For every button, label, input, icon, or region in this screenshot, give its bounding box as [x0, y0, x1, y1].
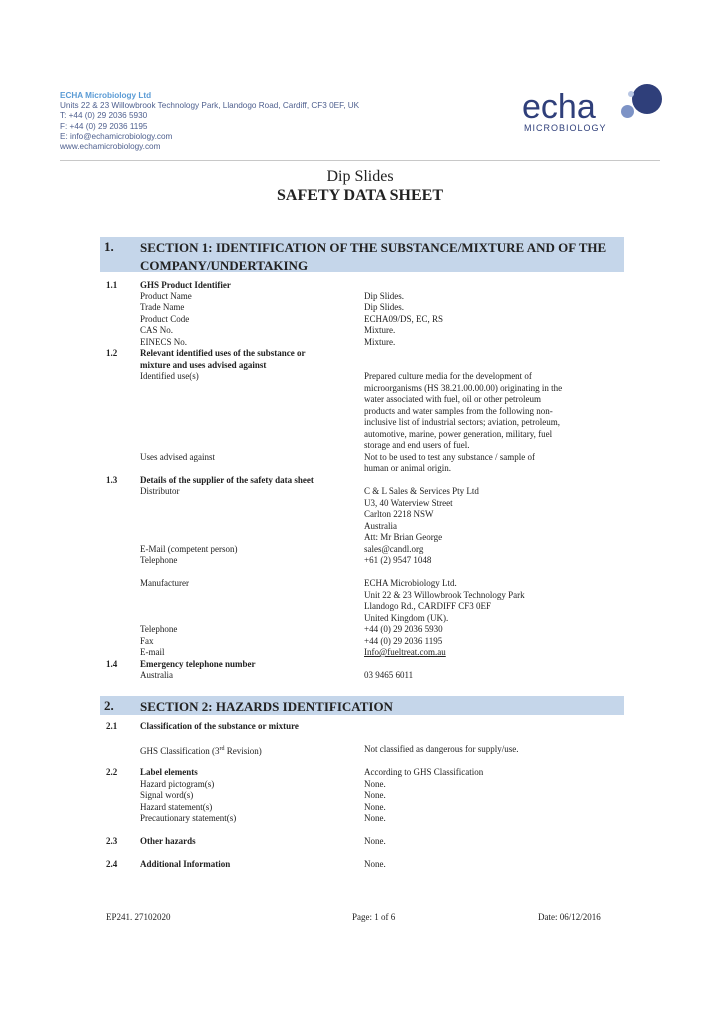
- document-subtitle: SAFETY DATA SHEET: [277, 187, 443, 204]
- field-value: sales@candl.org: [364, 544, 424, 554]
- subsection-number: 2.2: [106, 767, 118, 777]
- field-value: Dip Slides.: [364, 291, 405, 301]
- section-1-header: [100, 237, 624, 272]
- field-value: None.: [364, 779, 386, 789]
- subsection-heading: Emergency telephone number: [140, 659, 256, 669]
- subsection-number: 1.1: [106, 280, 118, 290]
- field-label: Australia: [140, 670, 173, 680]
- field-label: EINECS No.: [140, 337, 187, 347]
- field-value: +44 (0) 29 2036 1195: [364, 636, 443, 646]
- subsection-number: 2.1: [106, 721, 118, 731]
- field-label: Uses advised against: [140, 452, 215, 462]
- section-2-header: [100, 696, 624, 715]
- field-value: Dip Slides.: [364, 302, 405, 312]
- field-label-superscript: rd: [219, 746, 225, 752]
- document-title: Dip Slides: [326, 168, 394, 185]
- subsection-heading: GHS Product Identifier: [140, 280, 231, 290]
- subsection-heading: Classification of the substance or mixture: [140, 721, 299, 731]
- field-value: None.: [364, 836, 386, 846]
- field-label: E-mail: [140, 647, 165, 657]
- field-label: Distributor: [140, 486, 180, 496]
- field-value: +44 (0) 29 2036 5930: [364, 624, 443, 634]
- field-label: Fax: [140, 636, 154, 646]
- subsection-number: 1.3: [106, 475, 118, 485]
- field-value: Att: Mr Brian George: [364, 532, 443, 542]
- field-value: +61 (2) 9547 1048: [364, 555, 432, 565]
- footer-page-number: Page: 1 of 6: [352, 912, 396, 922]
- footer-reference: EP241. 27102020: [106, 912, 171, 922]
- subsection-heading: mixture and uses advised against: [140, 360, 267, 370]
- company-name: ECHA Microbiology Ltd: [60, 91, 152, 100]
- field-label-text: Revision): [224, 746, 262, 756]
- subsection-number: 2.4: [106, 859, 118, 869]
- field-label: Manufacturer: [140, 578, 189, 588]
- field-value: water associated with fuel, oil or other petroleum: [364, 394, 541, 404]
- logo-dot-small: [628, 91, 634, 97]
- field-label: Hazard pictogram(s): [140, 779, 215, 789]
- field-value: storage and end users of fuel.: [364, 440, 470, 450]
- field-label: Trade Name: [140, 302, 185, 312]
- company-header: [60, 91, 359, 152]
- manufacturer-email-link[interactable]: Info@fueltreat.com.au: [364, 647, 446, 657]
- subsection-heading: Details of the supplier of the safety data sheet: [140, 475, 314, 485]
- field-value: Llandogo Rd., CARDIFF CF3 0EF: [364, 601, 492, 611]
- field-value: Not classified as dangerous for supply/use.: [364, 744, 519, 754]
- field-label: Product Code: [140, 314, 190, 324]
- field-value: C & L Sales & Services Pty Ltd: [364, 486, 479, 496]
- section-title: SECTION 1: IDENTIFICATION OF THE SUBSTANCE/MIXTURE AND OF THE COMPANY/UNDERTAKING: [140, 240, 607, 273]
- field-value: ECHA Microbiology Ltd.: [364, 578, 457, 588]
- company-email: E: info@echamicrobiology.com: [60, 131, 173, 141]
- company-fax: F: +44 (0) 29 2036 1195: [60, 121, 148, 131]
- subsection-heading: Relevant identified uses of the substance or: [140, 348, 306, 358]
- logo-subtitle: MICROBIOLOGY: [524, 123, 607, 133]
- logo-dot-large: [632, 84, 662, 114]
- field-label: [140, 744, 262, 757]
- field-value: None.: [364, 813, 386, 823]
- field-value: microorganisms (HS 38.21.00.00.00) originating in the: [364, 383, 563, 393]
- field-value: Mixture.: [364, 337, 396, 347]
- subsection-number: 2.3: [106, 836, 118, 846]
- field-value: None.: [364, 859, 386, 869]
- field-label: E-Mail (competent person): [140, 544, 238, 554]
- subsection-heading: Additional Information: [140, 859, 231, 869]
- field-label-text: GHS Classification (3: [140, 746, 220, 756]
- section-number: 2.: [104, 698, 114, 713]
- field-label: Identified use(s): [140, 371, 199, 381]
- field-value: Not to be used to test any substance / sample of: [364, 452, 535, 462]
- field-value: United Kingdom (UK).: [364, 613, 449, 623]
- field-label: Hazard statement(s): [140, 802, 213, 812]
- field-label: Telephone: [140, 555, 178, 565]
- field-label: CAS No.: [140, 325, 174, 335]
- company-website: www.echamicrobiology.com: [60, 142, 161, 152]
- subsection-heading: Other hazards: [140, 836, 196, 846]
- field-label: Product Name: [140, 291, 192, 301]
- field-value: Prepared culture media for the development of: [364, 371, 532, 381]
- field-value: Carlton 2218 NSW: [364, 509, 434, 519]
- field-value: ECHA09/DS, EC, RS: [364, 314, 444, 324]
- subsection-number: 1.2: [106, 348, 118, 358]
- field-value: Mixture.: [364, 325, 396, 335]
- field-value: automotive, marine, power generation, military, fuel: [364, 429, 553, 439]
- field-label: Signal word(s): [140, 790, 194, 800]
- header-divider: [60, 160, 660, 161]
- field-value: U3, 40 Waterview Street: [364, 498, 453, 508]
- field-value: According to GHS Classification: [364, 767, 484, 777]
- footer-date: Date: 06/12/2016: [538, 912, 601, 922]
- subsection-heading: Label elements: [140, 767, 198, 777]
- field-value: products and water samples from the following non-: [364, 406, 553, 416]
- section-title: SECTION 2: HAZARDS IDENTIFICATION: [140, 699, 393, 714]
- company-address: Units 22 & 23 Willowbrook Technology Park, Llandogo Road, Cardiff, CF3 0EF, UK: [60, 101, 360, 111]
- field-value: Unit 22 & 23 Willowbrook Technology Park: [364, 590, 525, 600]
- logo-wordmark: echa: [522, 88, 596, 126]
- echa-logo: [520, 82, 665, 138]
- field-value: None.: [364, 790, 386, 800]
- section-number: 1.: [104, 239, 114, 254]
- field-value: human or animal origin.: [364, 463, 451, 473]
- subsection-number: 1.4: [106, 659, 118, 669]
- field-value: Australia: [364, 521, 397, 531]
- company-telephone: T: +44 (0) 29 2036 5930: [60, 111, 148, 121]
- field-value: 03 9465 6011: [364, 670, 414, 680]
- field-value: inclusive list of industrial sectors; aviation, petroleum,: [364, 417, 560, 427]
- field-value: None.: [364, 802, 386, 812]
- logo-dot-medium: [621, 105, 634, 118]
- field-label: Telephone: [140, 624, 178, 634]
- field-label: Precautionary statement(s): [140, 813, 237, 823]
